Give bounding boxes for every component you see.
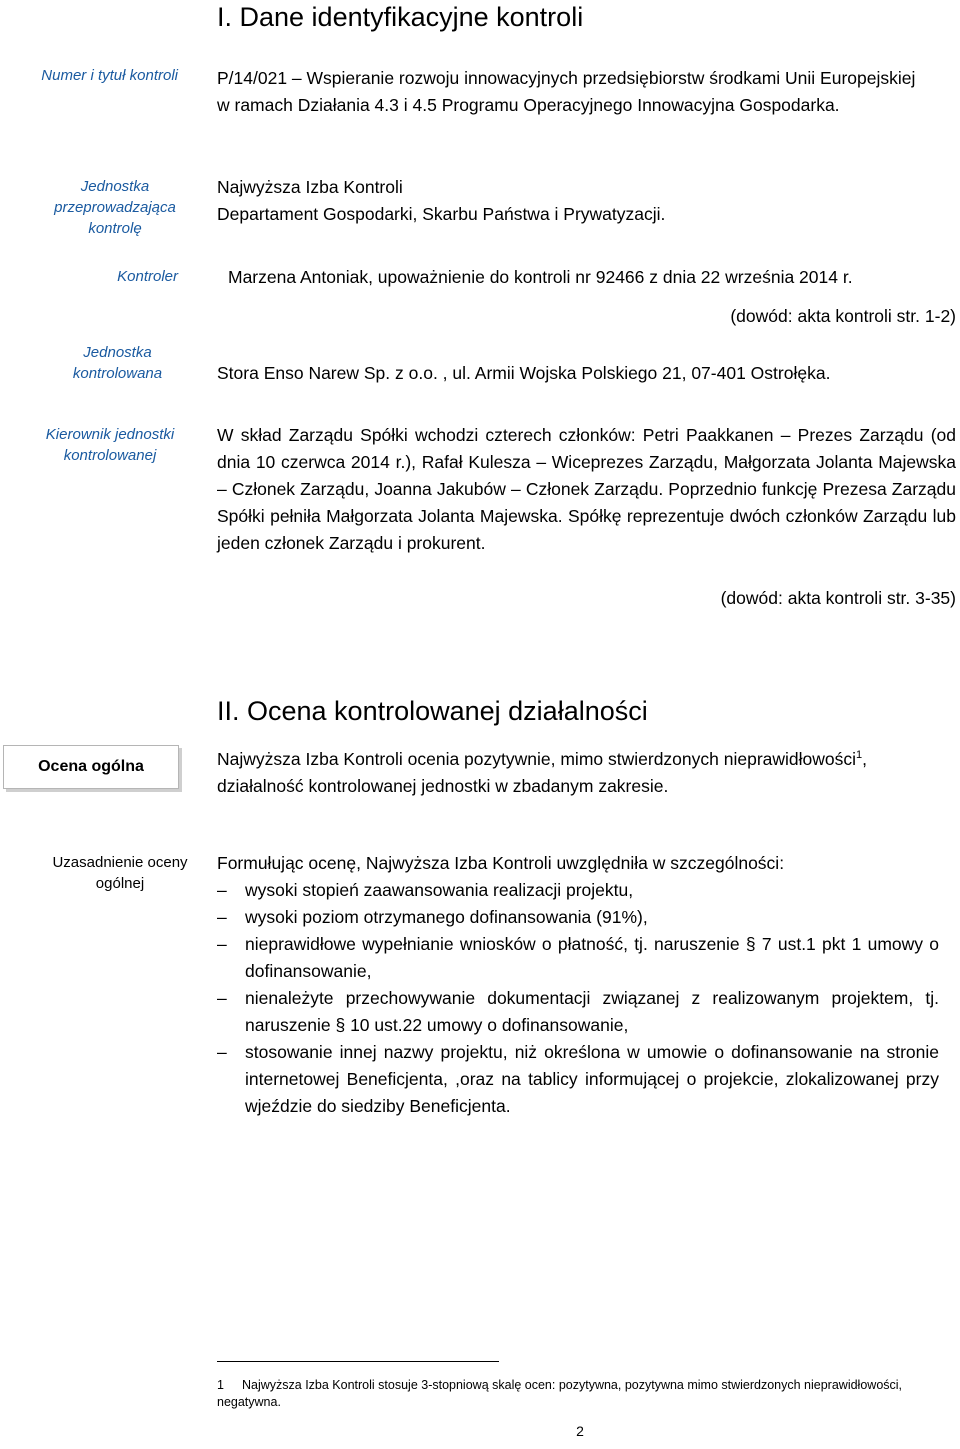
kierownik-label: Kierownik jednostki kontrolowanej [45, 426, 175, 464]
footnote-separator [217, 1361, 499, 1362]
ocena-ogolna-box: Ocena ogólna [3, 745, 179, 789]
kierownik-value: W skład Zarządu Spółki wchodzi czterech członków: Petri Paakkanen – Prezes Zarządu (od dnia 10 czerwca 2014 r.), Rafał Kulesza – Wiceprezes Zarządu, Małgorzata Jolanta Majewska – Członek Zarządu, Joanna Jakubów – Członek Zarządu. Poprzednio funkcję Prezesa Zarządu Spółki pełniła Małgorzata Jolanta Majewska. Spółkę reprezentuje dwóch członków Zarządu lub jeden członek Zarządu i prokurent. [217, 425, 956, 553]
numer-label: Numer i tytuł kontroli [41, 67, 178, 84]
footnote-number: 1 [217, 1378, 224, 1392]
jednostka-przeprowadzajaca-line1: Najwyższa Izba Kontroli [217, 177, 403, 197]
list-item: – stosowanie innej nazwy projektu, niż określona w umowie o dofinansowanie na stronie internetowej Beneficjenta, ,oraz na tablicy informującej o projekcie, zlokalizowanej przy wjeździe do siedziby Beneficjenta. [217, 1039, 939, 1120]
kontroler-dowod: (dowód: akta kontroli str. 1-2) [730, 306, 956, 326]
page-number: 2 [576, 1423, 584, 1439]
list-item: – wysoki stopień zaawansowania realizacji projektu, [217, 877, 939, 904]
jednostka-przeprowadzajaca-label: Jednostka przeprowadzająca kontrolę [54, 178, 176, 237]
jednostka-kontrolowana-label: Jednostka kontrolowana [72, 344, 163, 382]
kontroler-label: Kontroler [117, 268, 178, 285]
section-2-heading: II. Ocena kontrolowanej działalności [217, 696, 648, 726]
list-item: – nienależyte przechowywanie dokumentacji związanej z realizowanym projektem, tj. naruszenie § 10 ust.22 umowy o dofinansowanie, [217, 985, 939, 1039]
jednostka-przeprowadzajaca-line2: Departament Gospodarki, Skarbu Państwa i Prywatyzacji. [217, 204, 666, 224]
list-item: – nieprawidłowe wypełnianie wniosków o płatność, tj. naruszenie § 7 ust.1 pkt 1 umowy o dofinansowanie, [217, 931, 939, 985]
jednostka-kontrolowana-value: Stora Enso Narew Sp. z o.o. , ul. Armii Wojska Polskiego 21, 07-401 Ostrołęka. [217, 363, 831, 383]
footnote-ref: 1 [856, 749, 863, 762]
uzasadnienie-list [217, 877, 939, 1120]
kontroler-value: Marzena Antoniak, upoważnienie do kontroli nr 92466 z dnia 22 września 2014 r. [228, 267, 853, 287]
footnote-text: Najwyższa Izba Kontroli stosuje 3-stopniową skalę ocen: pozytywna, pozytywna mimo stwierdzonych nieprawidłowości, negatywna. [217, 1378, 903, 1409]
uzasadnienie-intro: Formułując ocenę, Najwyższa Izba Kontroli uwzględniła w szczególności: [217, 853, 785, 873]
kierownik-dowod: (dowód: akta kontroli str. 3-35) [720, 588, 956, 608]
ocena-ogolna-text: Najwyższa Izba Kontroli ocenia pozytywnie, mimo stwierdzonych nieprawidłowości$^1$, działalność kontrolowanej jednostki w zbadanym zakresie. [217, 749, 868, 796]
numer-value: P/14/021 – Wspieranie rozwoju innowacyjnych przedsiębiorstw środkami Unii Europejskiej w ramach Działania 4.3 i 4.5 Programu Operacyjnego Innowacyjna Gospodarka. [217, 68, 916, 115]
section-1-heading: I. Dane identyfikacyjne kontroli [217, 2, 584, 32]
uzasadnienie-label: Uzasadnienie oceny ogólnej [52, 854, 188, 892]
list-item: – wysoki poziom otrzymanego dofinansowania (91%), [217, 904, 939, 931]
